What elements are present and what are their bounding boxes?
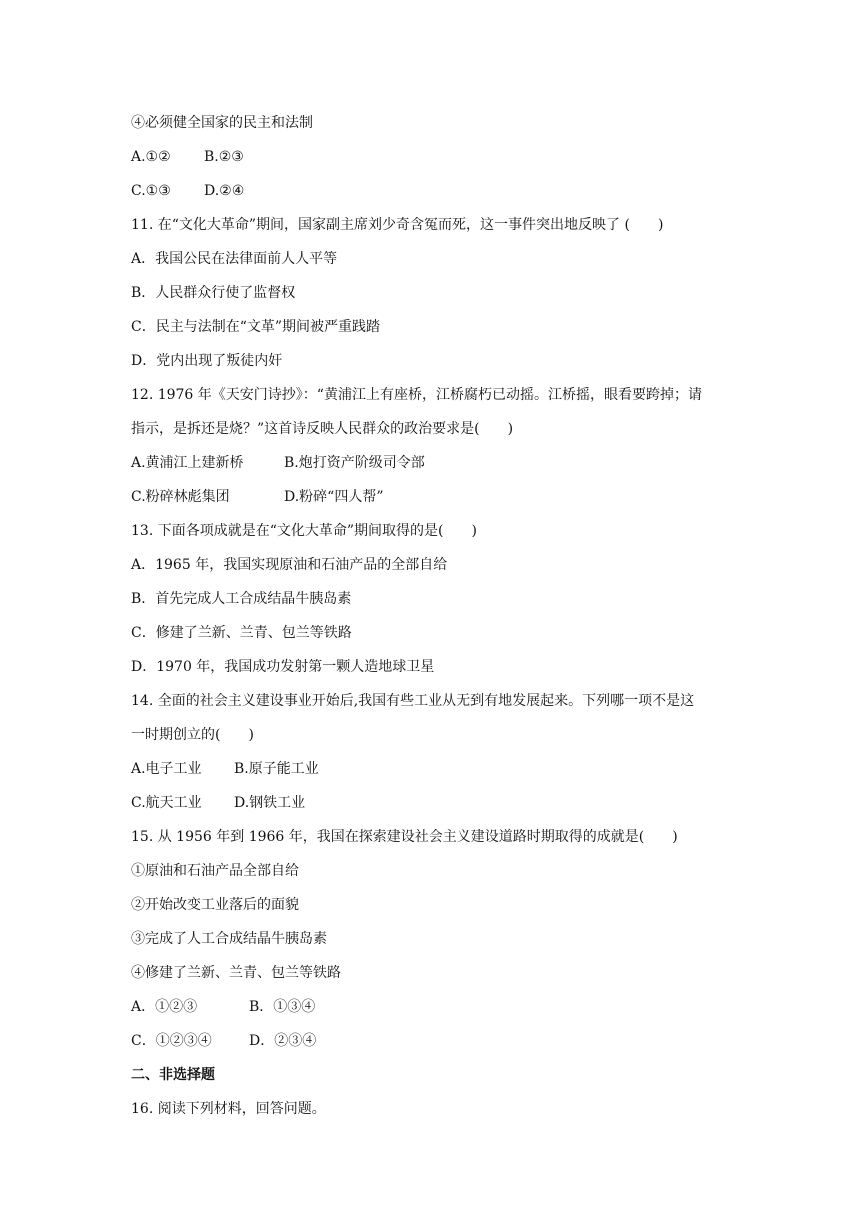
q12-option-b: B.炮打资产阶级司令部 <box>284 455 425 471</box>
q15-option-c: C．①②③④ <box>131 1033 212 1049</box>
exam-page <box>131 106 731 1126</box>
q13-option-d: D．1970 年，我国成功发射第一颗人造地球卫星 <box>131 659 435 675</box>
q15-option-b: B．①③④ <box>249 999 316 1015</box>
q16-stem: 16. 阅读下列材料，回答问题。 <box>131 1101 326 1117</box>
q15-item-3: ③完成了人工合成结晶牛胰岛素 <box>131 931 327 947</box>
q13-stem: 13. 下面各项成就是在“文化大革命”期间取得的是( ) <box>131 523 477 539</box>
q13-option-c: C．修建了兰新、兰青、包兰等铁路 <box>131 625 352 641</box>
q15-option-d: D．②③④ <box>249 1033 317 1049</box>
q10-options-row-1 <box>131 140 731 174</box>
q10-option-c: C.①③ <box>131 183 171 199</box>
q11-stem: 11. 在“文化大革命”期间，国家副主席刘少奇含冤而死，这一事件突出地反映了 ( ) <box>131 217 664 233</box>
q14-options-row-1 <box>131 752 731 786</box>
q12-option-d: D.粉碎“四人帮” <box>284 489 384 505</box>
q11-option-b: B．人民群众行使了监督权 <box>131 285 296 301</box>
q11-option-c: C．民主与法制在“文革”期间被严重践踏 <box>131 319 381 335</box>
q15-options-row-2 <box>131 1024 731 1058</box>
q10-options-row-2 <box>131 174 731 208</box>
q12-stem-line-1: 12. 1976 年《天安门诗抄》：“黄浦江上有座桥，江桥腐朽已动摇。江桥摇，眼看要跨掉；请 <box>131 387 702 403</box>
q14-option-d: D.钢铁工业 <box>234 795 306 811</box>
q10-option-a: A.①② <box>131 149 171 165</box>
q15-item-4: ④修建了兰新、兰青、包兰等铁路 <box>131 965 341 981</box>
section-2-heading: 二、非选择题 <box>131 1067 215 1083</box>
q13-option-a: A．1965 年，我国实现原油和石油产品的全部自给 <box>131 557 448 573</box>
q12-options-row-1 <box>131 446 731 480</box>
q15-options-row-1 <box>131 990 731 1024</box>
q12-option-c: C.粉碎林彪集团 <box>131 489 230 505</box>
q15-option-a: A．①②③ <box>131 999 198 1015</box>
q15-item-1: ①原油和石油产品全部自给 <box>131 863 299 879</box>
q14-stem-line-2: 一时期创立的( ) <box>131 727 254 743</box>
q14-stem-line-1: 14. 全面的社会主义建设事业开始后,我国有些工业从无到有地发展起来。下列哪一项不是这 <box>131 693 695 709</box>
q13-option-b: B．首先完成人工合成结晶牛胰岛素 <box>131 591 352 607</box>
q11-option-d: D．党内出现了叛徒内奸 <box>131 353 283 369</box>
q14-option-b: B.原子能工业 <box>234 761 319 777</box>
q11-option-a: A．我国公民在法律面前人人平等 <box>131 251 338 267</box>
q14-options-row-2 <box>131 786 731 820</box>
q14-option-c: C.航天工业 <box>131 795 202 811</box>
q10-option-b: B.②③ <box>204 149 244 165</box>
q14-option-a: A.电子工业 <box>131 761 202 777</box>
q12-option-a: A.黄浦江上建新桥 <box>131 455 244 471</box>
q10-option-d: D.②④ <box>204 183 245 199</box>
q12-options-row-2 <box>131 480 731 514</box>
q12-stem-line-2: 指示，是拆还是烧？”这首诗反映人民群众的政治要求是( ) <box>131 421 514 437</box>
q15-item-2: ②开始改变工业落后的面貌 <box>131 897 299 913</box>
q15-stem: 15. 从 1956 年到 1966 年，我国在探索建设社会主义建设道路时期取得的成就是( ) <box>131 829 678 845</box>
q10-item-4: ④必须健全国家的民主和法制 <box>131 115 313 131</box>
